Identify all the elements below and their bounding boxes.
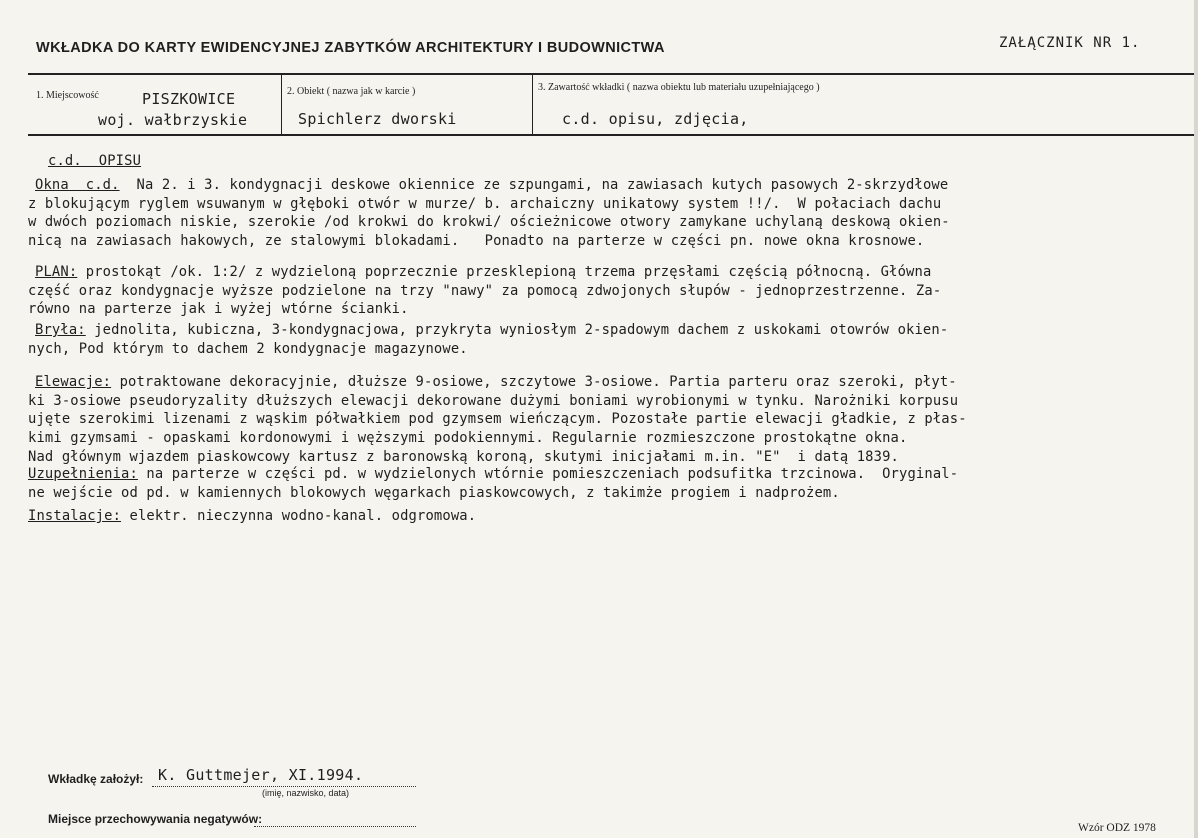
section-okna [28,176,1178,251]
negatives-dotted-line [254,826,416,827]
section-text-line: nych, Pod którym to dachem 2 kondygnacje magazynowe. [28,340,468,357]
founder-dotted-line [152,786,416,787]
negatives-label: Miejsce przechowywania negatywów: [48,812,263,826]
section-text-line: w dwóch poziomach niskie, szerokie /od krokwi do krokwi/ ościeżnicowe otwory zamykane uchylaną deskową okien- [28,214,950,231]
section-text-line: równo na parterze jak i wyżej wtórne ścianki. [28,301,409,318]
section-text-line: jednolita, kubiczna, 3-kondygnacjowa, przykryta wyniosłym 2-spadowym dachem z uskokami otowrów okien- [85,322,949,338]
object-value: Spichlerz dworski [298,110,457,128]
form-model-number: Wzór ODZ 1978 [1078,822,1156,834]
locality-label: 1. Miejscowość [36,90,99,101]
section-text-line: ne wejście od pd. w kamiennych blokowych węgarkach piaskowcowych, z takimże progiem i nadprożem. [28,484,840,501]
annex-number: ZAŁĄCZNIK NR 1. [999,35,1141,51]
card-edge [1194,0,1198,838]
section-uzupelnienia [28,465,1178,502]
founder-hint: (imię, nazwisko, data) [262,788,350,798]
section-text-line: Na 2. i 3. kondygnacji deskowe okiennice ze szpungami, na zawiasach kutych pasowych 2-skrzydłowe [119,177,949,193]
section-text-line: ki 3-osiowe pseudoryzality dłuższych elewacji dekorowane dużymi boniami wyrobionymi w tynku. Narożniki korpusu [28,392,959,409]
section-text-line: na parterze w części pd. w wydzielonych wtórnie pomieszczeniach podsufitka trzcinowa. Oryginal- [137,466,959,482]
section-text-line: Nad głównym wjazdem piaskowcowy kartusz z baronowską koroną, skutymi inicjałami m.in. "E" i datą 1839. [28,448,900,465]
section-label-bryla: Bryła: [35,322,86,338]
section-elewacje [28,373,1178,466]
province-value: woj. wałbrzyskie [98,111,248,129]
continuation-heading: c.d. OPISU [48,153,142,169]
section-bryla [28,321,1178,358]
section-label-instalacje: Instalacje: [28,508,122,524]
field-separator-2 [532,75,533,135]
section-text-line: elektr. nieczynna wodno-kanal. odgromowa. [121,508,477,524]
section-text-line: kimi gzymsami - opaskami kordonowymi i węższymi podokiennymi. Regularnie rozmieszczone prostokątne okna. [28,430,908,447]
section-plan [28,263,1178,319]
card-title: WKŁADKA DO KARTY EWIDENCYJNEJ ZABYTKÓW ARCHITEKTURY I BUDOWNICTWA [36,40,665,56]
field-separator-1 [281,75,282,135]
object-label: 2. Obiekt ( nazwa jak w karcie ) [287,86,416,97]
section-text-line: prostokąt /ok. 1:2/ z wydzieloną poprzecznie przesklepioną trzema przęsłami częścią północną. Główna [77,264,932,280]
content-label: 3. Zawartość wkładki ( nazwa obiektu lub materiału uzupełniającego ) [538,82,820,93]
section-text-line: ujęte szerokimi lizenami z wąskim półwałkiem pod gzymsem wieńczącym. Pozostałe partie elewacji gładkie, z płas- [28,411,967,428]
header-divider [28,73,1196,75]
section-text-line: nicą na zawiasach hakowych, ze stalowymi blokadami. Ponadto na parterze w części pn. nowe okna krosnowe. [28,233,925,250]
locality-value: PISZKOWICE [142,90,236,108]
section-instalacje [28,507,1178,526]
founder-value: K. Guttmejer, XI.1994. [158,766,364,784]
section-label-okna: Okna c.d. [35,177,120,193]
fields-divider [28,134,1196,136]
section-text-line: część oraz kondygnacje wyższe podzielone na trzy "nawy" za pomocą zdwojonych słupów - jednoprzestrzenne. Za- [28,282,942,299]
section-label-plan: PLAN: [35,264,78,280]
content-value: c.d. opisu, zdjęcia, [562,110,749,128]
section-label-elewacje: Elewacje: [35,374,112,390]
section-text-line: z blokującym ryglem wsuwanym w głęboki otwór w murze/ b. archaiczny unikatowy system !!/. W połaciach dachu [28,195,942,212]
section-text-line: potraktowane dekoracyjnie, dłuższe 9-osiowe, szczytowe 3-osiowe. Partia parteru oraz szeroki, płyt- [111,374,957,390]
founder-label: Wkładkę założył: [48,772,144,786]
section-label-uzupelnienia: Uzupełnienia: [28,466,138,482]
